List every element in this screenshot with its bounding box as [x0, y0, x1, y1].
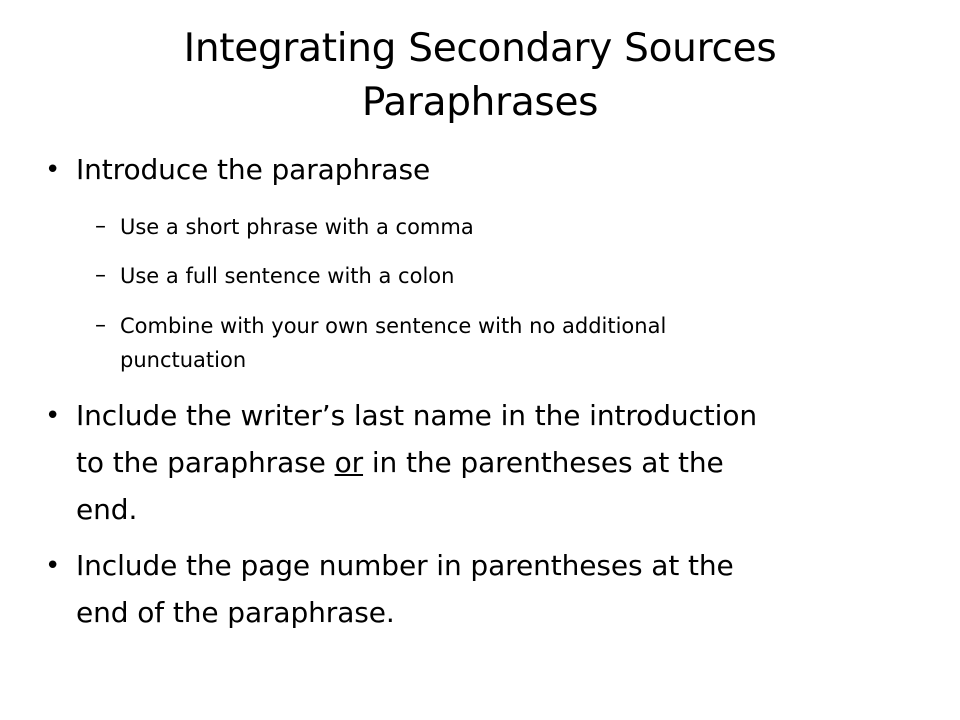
bullet-dot: • [45, 551, 61, 581]
sub-bullet-3-text-line-2: punctuation [120, 348, 247, 372]
bullet-3-text-line-2: end of the paraphrase. [76, 596, 395, 629]
bullet-2-text-line-1: Include the writer’s last name in the introduction [76, 399, 758, 432]
bullet-2-text-line-2-after: in the parentheses at the [363, 446, 724, 479]
bullet-2-text-line-3: end. [76, 493, 138, 526]
bullet-3-text-line-1: Include the page number in parentheses at the [76, 549, 734, 582]
bullet-1-text: Introduce the paraphrase [76, 153, 431, 186]
sub-bullet-3-text-line-1: Combine with your own sentence with no additional [120, 314, 667, 338]
sub-bullet-2-text: Use a full sentence with a colon [120, 264, 455, 288]
bullet-2-underlined-or: or [334, 446, 364, 479]
bullet-2-text-line-2 [76, 443, 724, 483]
sub-bullet-1-text: Use a short phrase with a comma [120, 215, 474, 239]
title-line-2: Paraphrases [361, 80, 599, 125]
sub-bullet-dash: – [95, 263, 106, 288]
bullet-dot: • [45, 401, 61, 431]
sub-bullet-dash: – [95, 214, 106, 239]
bullet-2-text-line-2-before: to the paraphrase [76, 446, 335, 479]
sub-bullet-dash: – [95, 313, 106, 338]
title-line-1: Integrating Secondary Sources [183, 26, 777, 71]
bullet-dot: • [45, 155, 61, 185]
